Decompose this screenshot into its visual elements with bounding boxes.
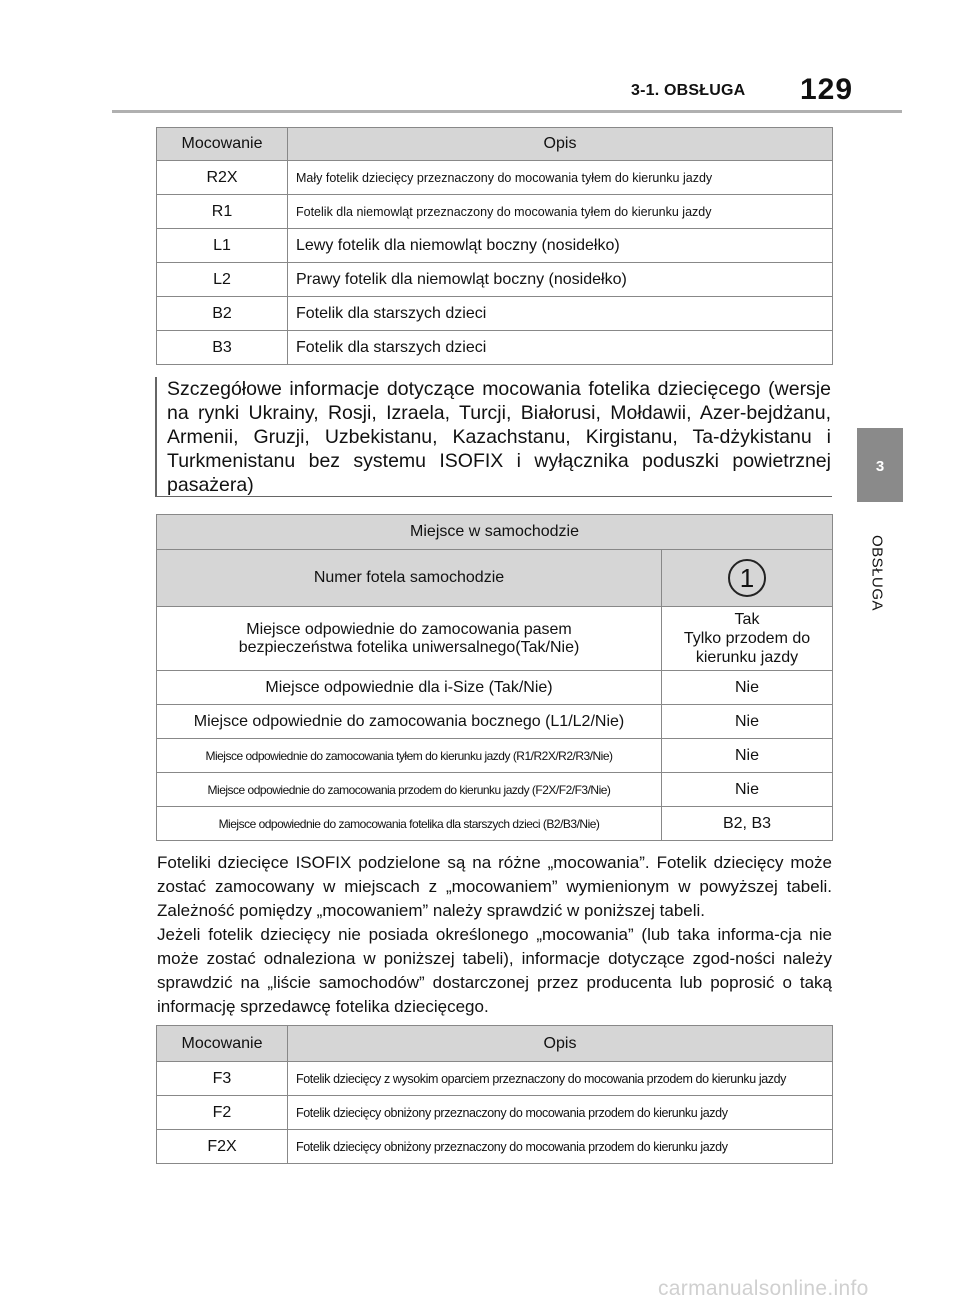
mount-code: B3 bbox=[157, 331, 288, 365]
body-paragraph: Jeżeli fotelik dziecięcy nie posiada określonego „mocowania” (lub taka informa-cja nie może zostać odnaleziona w poniższej tabeli), informacje dotyczące zgod-ności należy sprawdzić na „liście samochodów” dostarczonej przez producenta lub poprosić o taką informację sprzedawcę fotelika dziecięcego. bbox=[157, 925, 832, 1016]
seat-number-label: Numer fotela samochodzie bbox=[157, 550, 662, 607]
mount-desc: Fotelik dziecięcy obniżony przeznaczony do mocowania przodem do kierunku jazdy bbox=[288, 1130, 833, 1164]
table-row bbox=[157, 161, 833, 195]
table-row bbox=[157, 1096, 833, 1130]
table-row bbox=[157, 705, 833, 739]
table-header-row bbox=[157, 515, 833, 550]
table-row bbox=[157, 195, 833, 229]
row-value-line: Tylko przodem do bbox=[683, 630, 811, 647]
row-value-line: kierunku jazdy bbox=[695, 649, 799, 666]
page-number: 129 bbox=[800, 73, 854, 106]
mount-code: F3 bbox=[157, 1062, 288, 1096]
mount-code: L1 bbox=[157, 229, 288, 263]
mount-code: L2 bbox=[157, 263, 288, 297]
row-value-line: Tak bbox=[734, 611, 760, 628]
row-label: Miejsce odpowiednie do zamocowania fotelika dla starszych dzieci (B2/B3/Nie) bbox=[157, 807, 662, 841]
row-label-line: Miejsce odpowiednie do zamocowania pasem bbox=[246, 620, 572, 638]
row-label: Miejsce odpowiednie do zamocowania przodem do kierunku jazdy (F2X/F2/F3/Nie) bbox=[157, 773, 662, 807]
table-row bbox=[157, 739, 833, 773]
mount-code: F2 bbox=[157, 1096, 288, 1130]
table-row bbox=[157, 807, 833, 841]
table-row bbox=[157, 229, 833, 263]
info-box bbox=[155, 377, 832, 497]
header-mount: Mocowanie bbox=[157, 128, 288, 161]
row-label-line: bezpieczeństwa fotelika uniwersalnego(Tak/Nie) bbox=[238, 638, 580, 656]
mount-code: F2X bbox=[157, 1130, 288, 1164]
mount-desc: Fotelik dla starszych dzieci bbox=[288, 297, 833, 331]
info-box-bar bbox=[155, 377, 157, 497]
mount-desc: Fotelik dziecięcy z wysokim oparciem przeznaczony do mocowania przodem do kierunku jazdy bbox=[288, 1062, 833, 1096]
table-header-row bbox=[157, 128, 833, 161]
header-desc: Opis bbox=[288, 128, 833, 161]
header-mount: Mocowanie bbox=[157, 1026, 288, 1062]
table-row bbox=[157, 607, 833, 671]
mount-desc: Lewy fotelik dla niemowląt boczny (nosidełko) bbox=[288, 229, 833, 263]
mount-code: R2X bbox=[157, 161, 288, 195]
section-title: 3-1. OBSŁUGA bbox=[631, 82, 746, 99]
row-value: Nie bbox=[662, 773, 833, 807]
mount-table-rear bbox=[156, 127, 833, 365]
header-location: Miejsce w samochodzie bbox=[157, 515, 833, 550]
row-label bbox=[157, 607, 662, 671]
chapter-label bbox=[867, 518, 887, 628]
row-label: Miejsce odpowiednie dla i-Size (Tak/Nie) bbox=[157, 671, 662, 705]
mount-desc: Prawy fotelik dla niemowląt boczny (nosidełko) bbox=[288, 263, 833, 297]
seat-suitability-table bbox=[156, 514, 833, 841]
table-row bbox=[157, 297, 833, 331]
row-value: B2, B3 bbox=[662, 807, 833, 841]
table-row bbox=[157, 1062, 833, 1096]
table-row bbox=[157, 671, 833, 705]
chapter-tab: 3 bbox=[857, 428, 903, 502]
mount-desc: Fotelik dziecięcy obniżony przeznaczony do mocowania przodem do kierunku jazdy bbox=[288, 1096, 833, 1130]
mount-desc: Mały fotelik dziecięcy przeznaczony do mocowania tyłem do kierunku jazdy bbox=[288, 161, 833, 195]
table-row bbox=[157, 1130, 833, 1164]
mount-desc: Fotelik dla niemowląt przeznaczony do mocowania tyłem do kierunku jazdy bbox=[288, 195, 833, 229]
mount-code: B2 bbox=[157, 297, 288, 331]
seat-number-row bbox=[157, 550, 833, 607]
table-header-row bbox=[157, 1026, 833, 1062]
header-divider bbox=[112, 110, 902, 113]
row-value: Nie bbox=[662, 739, 833, 773]
row-label: Miejsce odpowiednie do zamocowania bocznego (L1/L2/Nie) bbox=[157, 705, 662, 739]
chapter-label-text: OBSŁUGA bbox=[868, 534, 886, 612]
seat-number-circle: 1 bbox=[728, 559, 766, 597]
mount-desc: Fotelik dla starszych dzieci bbox=[288, 331, 833, 365]
row-value bbox=[662, 607, 833, 671]
table-row bbox=[157, 331, 833, 365]
row-value: Nie bbox=[662, 671, 833, 705]
info-box-text: Szczegółowe informacje dotyczące mocowania fotelika dziecięcego (wersje na rynki Ukrainy, Rosji, Izraela, Turcji, Białorusi, Mołdawii, Azer-bejdżanu, Armenii, Gruzji, Uzbekistanu, Kazachstanu, Kirgistanu, Ta-dżykistanu i Turkmenistanu bez systemu ISOFIX i wyłącznika poduszki powietrznej pasażera) bbox=[167, 378, 831, 496]
table-row bbox=[157, 773, 833, 807]
header-desc: Opis bbox=[288, 1026, 833, 1062]
table-row bbox=[157, 263, 833, 297]
row-value: Nie bbox=[662, 705, 833, 739]
mount-table-front bbox=[156, 1025, 833, 1164]
row-label: Miejsce odpowiednie do zamocowania tyłem do kierunku jazdy (R1/R2X/R2/R3/Nie) bbox=[157, 739, 662, 773]
mount-code: R1 bbox=[157, 195, 288, 229]
body-paragraph: Foteliki dziecięce ISOFIX podzielone są na różne „mocowania”. Fotelik dziecięcy może zostać zamocowany w miejscach z „mocowaniem” wymienionym w powyższej tabeli. Zależność pomiędzy „mocowaniem” należy sprawdzić w poniższej tabeli. bbox=[157, 853, 832, 920]
seat-number-cell bbox=[662, 550, 833, 607]
watermark: carmanualsonline.info bbox=[658, 1277, 869, 1300]
